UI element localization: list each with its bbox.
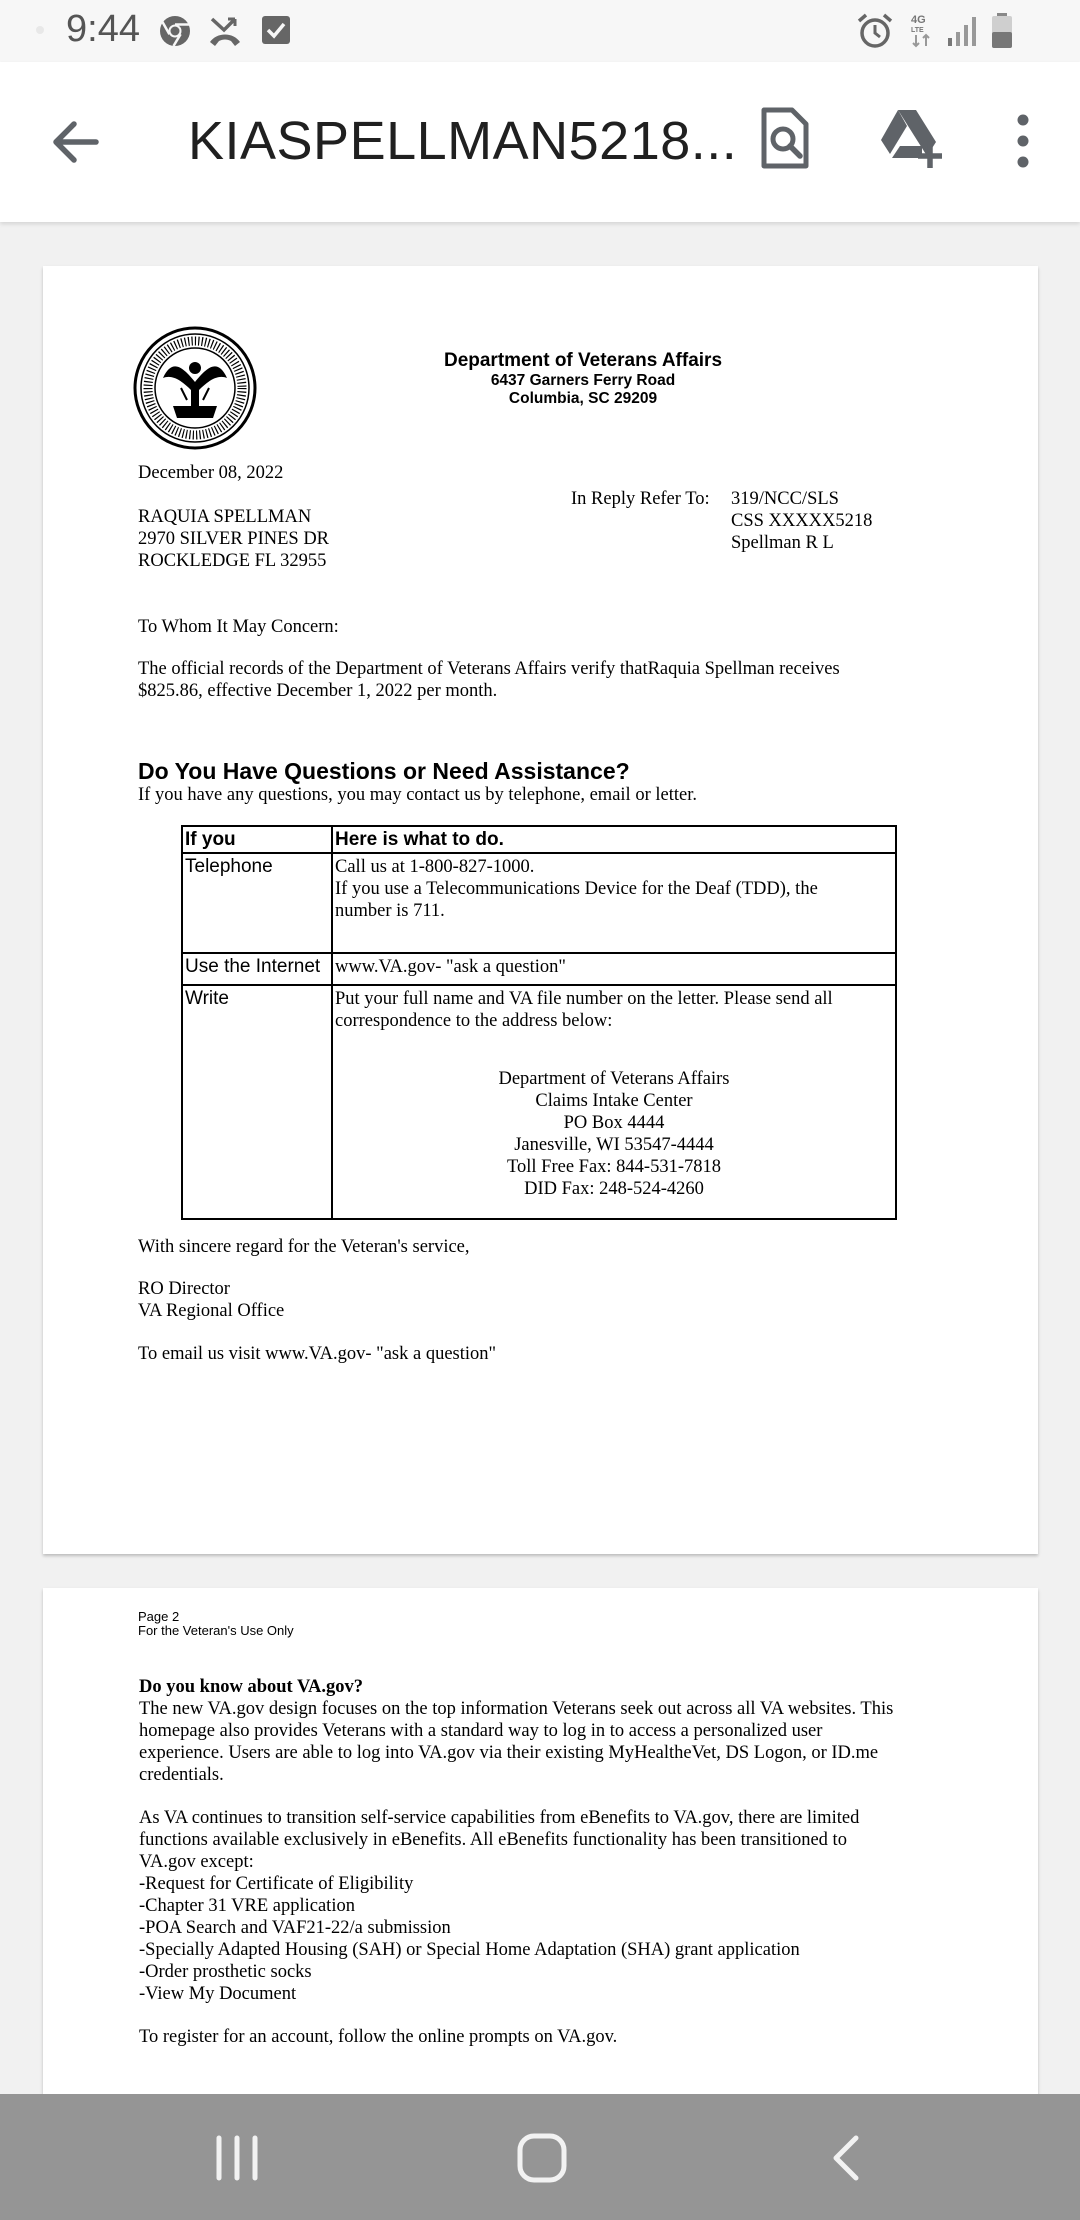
document-page-1 — [43, 266, 1038, 1554]
mail-address-line: Claims Intake Center — [535, 1091, 693, 1111]
signal-icon — [946, 14, 982, 48]
email-note: To email us visit www.VA.gov- "ask a question" — [138, 1344, 497, 1364]
checkbox-icon — [260, 14, 292, 46]
para2-line: VA.gov except: — [139, 1852, 254, 1872]
para2-line: functions available exclusively in eBenefits. All eBenefits functionality has been transitioned to — [139, 1830, 847, 1850]
reply-ref-css: CSS XXXXX5218 — [731, 511, 873, 531]
add-to-drive-icon[interactable] — [878, 106, 944, 168]
mail-address-line: Department of Veterans Affairs — [498, 1069, 730, 1089]
reply-ref-name: Spellman R L — [731, 533, 834, 553]
mail-address-line: Toll Free Fax: 844-531-7818 — [507, 1157, 721, 1177]
document-page-2 — [43, 1588, 1038, 2148]
chrome-icon — [158, 14, 192, 48]
page-use-note: For the Veteran's Use Only — [138, 1623, 294, 1638]
para1-line: experience. Users are able to log into VA.gov via their existing MyHealtheVet, DS Logon, or ID.me — [139, 1743, 879, 1763]
table-row — [182, 853, 896, 953]
salutation: To Whom It May Concern: — [138, 617, 339, 637]
telephone-line-3: number is 711. — [335, 901, 445, 921]
recipient-city: ROCKLEDGE FL 32955 — [138, 551, 327, 571]
contact-table — [181, 825, 897, 1220]
register-note: To register for an account, follow the online prompts on VA.gov. — [139, 2027, 618, 2047]
mail-address-line: PO Box 4444 — [563, 1113, 665, 1133]
more-vert-icon[interactable] — [1006, 110, 1040, 172]
status-time: 9:44 — [66, 8, 140, 50]
para1-line: The new VA.gov design focuses on the top information Veterans seek out across all VA websites. This — [139, 1699, 894, 1719]
recipient-street: 2970 SILVER PINES DR — [138, 529, 330, 549]
letterhead-address-line1: 6437 Garners Ferry Road — [490, 372, 676, 389]
home-icon[interactable] — [516, 2132, 568, 2184]
mail-address-line: Janesville, WI 53547-4444 — [514, 1135, 714, 1155]
letterhead-address-line2: Columbia, SC 29209 — [508, 390, 658, 407]
reply-refer-label: In Reply Refer To: — [571, 489, 710, 509]
write-label: Write — [182, 985, 332, 1219]
recent-apps-icon[interactable] — [212, 2134, 262, 2182]
mail-address-line: DID Fax: 248-524-4260 — [524, 1179, 704, 1199]
internet-label: Use the Internet — [182, 953, 332, 985]
4g-lte-icon — [908, 12, 936, 48]
reply-ref-code: 319/NCC/SLS — [731, 489, 839, 509]
svg-text:4G: 4G — [911, 14, 926, 26]
table-header-what-to-do: Here is what to do. — [332, 826, 896, 853]
signer-office: VA Regional Office — [138, 1301, 285, 1321]
questions-intro: If you have any questions, you may contact us by telephone, email or letter. — [138, 785, 697, 805]
letterhead-department: Department of Veterans Affairs — [443, 350, 723, 371]
telephone-label: Telephone — [182, 853, 332, 953]
navigation-bar — [0, 2094, 1080, 2220]
table-row — [182, 985, 896, 1219]
app-bar — [0, 62, 1080, 222]
table-header-row — [182, 826, 896, 853]
recipient-name: RAQUIA SPELLMAN — [138, 507, 312, 527]
exception-item: -Order prosthetic socks — [139, 1962, 312, 1982]
body-line-1: The official records of the Department of Veterans Affairs verify thatRaquia Spellman receives — [138, 659, 840, 679]
write-line-2: correspondence to the address below: — [335, 1011, 613, 1031]
exception-item: -View My Document — [139, 1984, 297, 2004]
alarm-icon — [856, 12, 894, 50]
arrow-left-icon[interactable] — [46, 114, 102, 170]
signer-title: RO Director — [138, 1279, 230, 1299]
find-in-document-icon[interactable] — [756, 106, 814, 172]
exception-item: -Request for Certificate of Eligibility — [139, 1874, 414, 1894]
para1-line: credentials. — [139, 1765, 224, 1785]
internet-text: www.VA.gov- "ask a question" — [332, 953, 896, 985]
body-line-2: $825.86, effective December 1, 2022 per month. — [138, 681, 498, 701]
closing: With sincere regard for the Veteran's service, — [138, 1237, 470, 1257]
exception-item: -Specially Adapted Housing (SAH) or Special Home Adaptation (SHA) grant application — [139, 1940, 800, 1960]
notification-dot — [36, 26, 44, 34]
para1-line: homepage also provides Veterans with a standard way to log in to access a personalized user — [139, 1721, 823, 1741]
telephone-cell — [332, 853, 896, 953]
table-row — [182, 953, 896, 985]
letter-date: December 08, 2022 — [138, 463, 284, 483]
missed-call-icon — [208, 14, 242, 48]
battery-icon — [988, 12, 1016, 50]
va-seal-logo — [133, 326, 257, 450]
document-title: KIASPELLMAN5218... — [188, 111, 738, 171]
status-bar — [0, 0, 1080, 62]
questions-heading: Do You Have Questions or Need Assistance? — [138, 758, 630, 784]
write-line-1: Put your full name and VA file number on the letter. Please send all — [335, 989, 833, 1009]
write-cell — [332, 985, 896, 1219]
table-header-if-you: If you — [182, 826, 332, 853]
page2-heading: Do you know about VA.gov? — [139, 1677, 363, 1697]
exception-item: -Chapter 31 VRE application — [139, 1896, 355, 1916]
exception-item: -POA Search and VAF21-22/a submission — [139, 1918, 451, 1938]
telephone-line-2: If you use a Telecommunications Device for the Deaf (TDD), the — [335, 879, 818, 899]
telephone-line-1: Call us at 1-800-827-1000. — [335, 857, 535, 877]
page-number-label: Page 2 — [138, 1609, 180, 1624]
back-icon[interactable] — [826, 2134, 866, 2182]
svg-text:LTE: LTE — [911, 27, 924, 34]
para2-line: As VA continues to transition self-service capabilities from eBenefits to VA.gov, there are limited — [139, 1808, 860, 1828]
